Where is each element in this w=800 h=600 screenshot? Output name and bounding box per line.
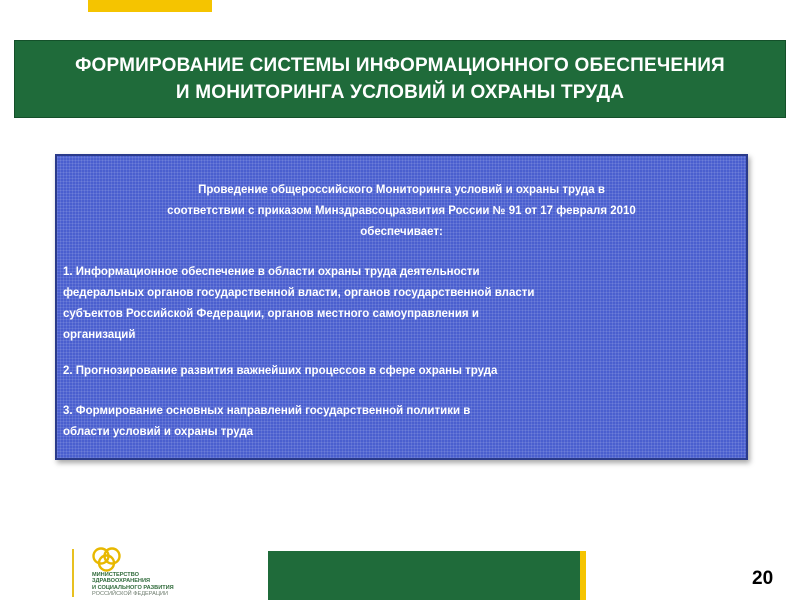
ministry-logo-text <box>92 572 232 598</box>
list-item-2-line-1: 2. Прогнозирование развития важнейших процессов в сфере охраны труда <box>63 365 498 377</box>
slide-title-line-2: И МОНИТОРИНГА УСЛОВИЙ И ОХРАНЫ ТРУДА <box>175 82 625 103</box>
list-item-3 <box>63 401 738 443</box>
logo-divider <box>72 549 74 597</box>
list-item-1 <box>63 262 738 346</box>
logo-text-line-4: РОССИЙСКОЙ ФЕДЕРАЦИИ <box>92 591 169 598</box>
list-item-3-line-1: 3. Формирование основных направлений государственной политики в <box>63 405 471 417</box>
list-item-3-line-2: области условий и охраны труда <box>63 426 254 438</box>
ministry-logo <box>72 545 232 597</box>
intro-line-1: Проведение общероссийского Мониторинга условий и охраны труда в <box>198 184 605 196</box>
slide-title-line-1: ФОРМИРОВАНИЕ СИСТЕМЫ ИНФОРМАЦИОННОГО ОБЕСПЕЧЕНИЯ <box>75 55 725 76</box>
logo-text-line-3: И СОЦИАЛЬНОГО РАЗВИТИЯ <box>92 584 174 591</box>
list-item-2 <box>63 361 738 382</box>
footer-green-bar <box>268 551 584 600</box>
top-accent-bar <box>88 0 212 12</box>
page-number: 20 <box>752 568 774 589</box>
list-item-1-line-1: 1. Информационное обеспечение в области охраны труда деятельности <box>63 266 480 278</box>
ministry-emblem-icon <box>88 545 126 573</box>
intro-line-2: соответствии с приказом Минздравсоцразвития России № 91 от 17 февраля 2010 <box>167 205 636 217</box>
logo-text-line-1: МИНИСТЕРСТВО <box>92 572 139 578</box>
footer-yellow-accent <box>580 551 586 600</box>
list-item-1-line-4: организаций <box>63 329 136 341</box>
content-panel <box>55 154 748 460</box>
intro-text <box>57 180 746 243</box>
list-item-1-line-2: федеральных органов государственной власти, органов государственной власти <box>63 287 535 299</box>
list-item-1-line-3: субъектов Российской Федерации, органов местного самоуправления и <box>63 308 479 320</box>
slide-title-bar <box>14 40 786 118</box>
logo-text-line-2: ЗДРАВООХРАНЕНИЯ <box>92 578 151 585</box>
intro-line-3: обеспечивает: <box>360 226 443 238</box>
